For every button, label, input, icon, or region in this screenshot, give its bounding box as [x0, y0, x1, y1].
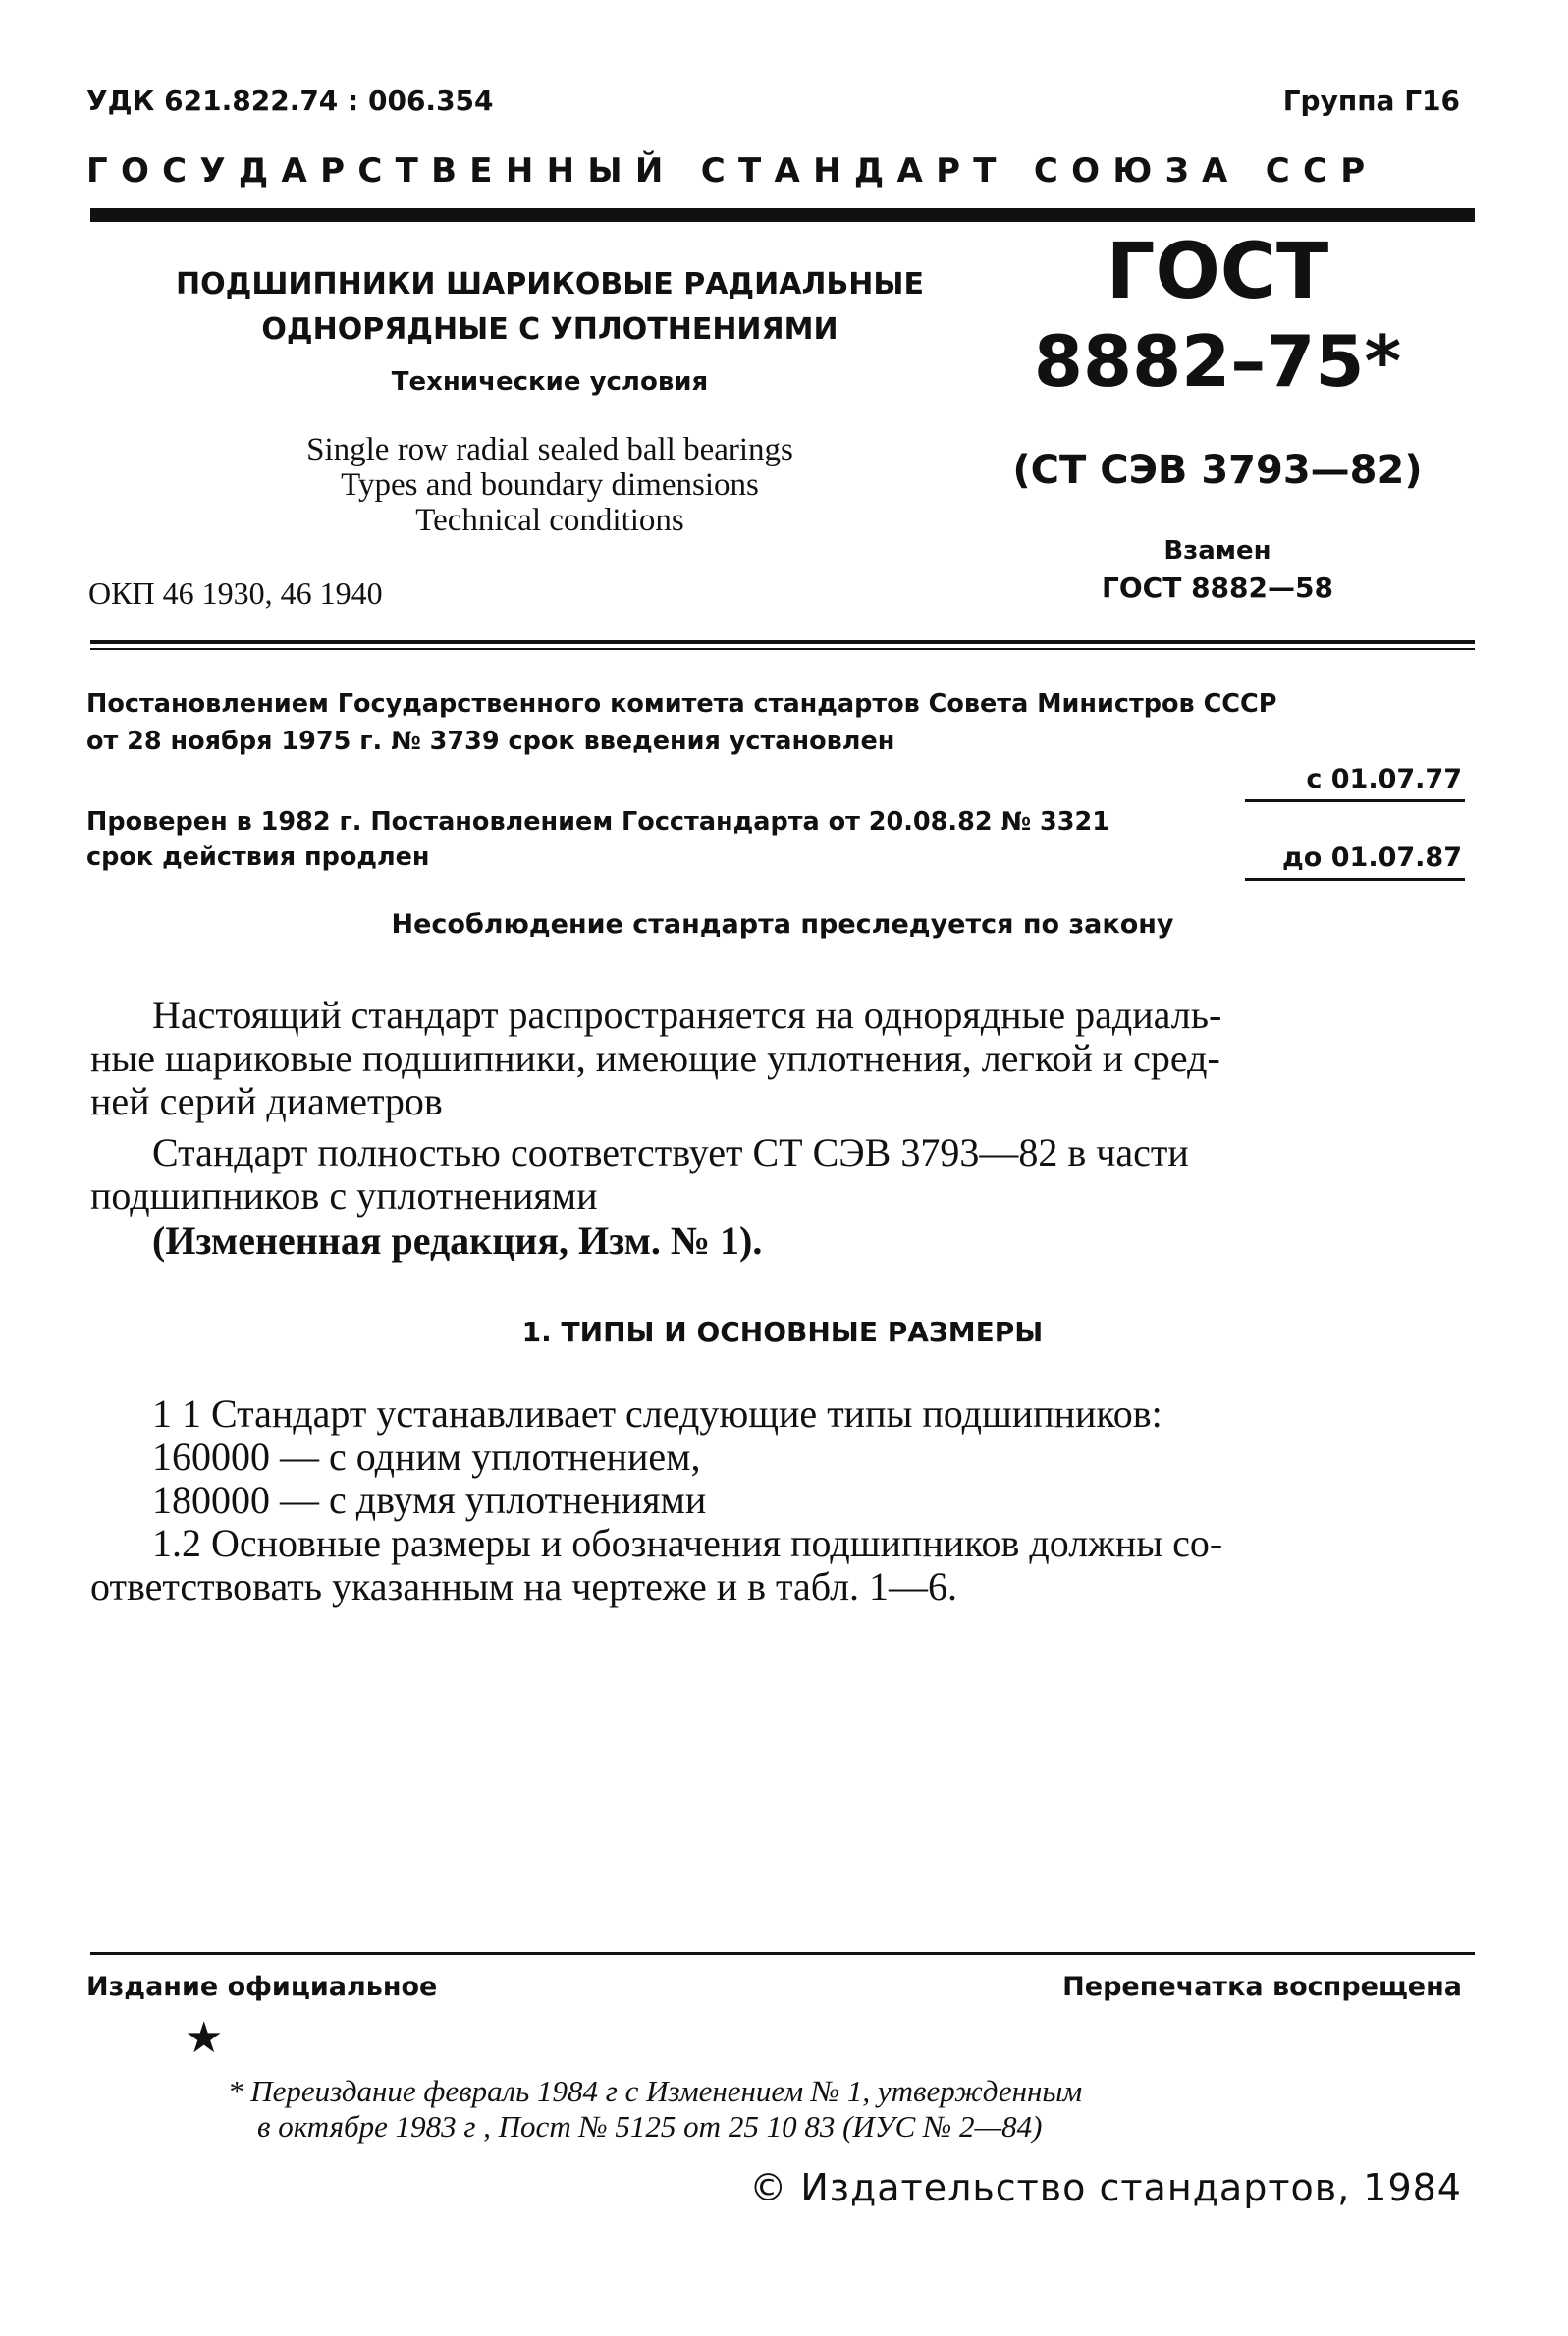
- title-line-1: ПОДШИПНИКИ ШАРИКОВЫЕ РАДИАЛЬНЫЕ: [176, 267, 924, 301]
- english-title-line-1: Single row radial sealed ball bearings: [306, 432, 793, 467]
- standard-banner: ГОСУДАРСТВЕННЫЙ СТАНДАРТ СОЮЗА ССР: [86, 151, 1379, 190]
- decree-line-1: Постановлением Государственного комитета стандартов Совета Министров СССР: [86, 689, 1277, 719]
- section-rule-2: [90, 648, 1475, 650]
- clause-1-2-line-1: 1.2 Основные размеры и обозначения подшипников должны со-: [152, 1521, 1223, 1565]
- section-title: 1. ТИПЫ И ОСНОВНЫЕ РАЗМЕРЫ: [521, 1316, 1044, 1348]
- amendment-note: (Измененная редакция, Изм. № 1).: [152, 1219, 763, 1263]
- intro-para-1-line-1: Настоящий стандарт распространяется на однорядные радиаль-: [152, 993, 1222, 1037]
- validity-date-rule: [1245, 878, 1465, 881]
- st-sev-reference: (СТ СЭВ 3793—82): [1012, 448, 1423, 493]
- section-rule-1: [90, 640, 1475, 644]
- validity-date: до 01.07.87: [1282, 842, 1462, 873]
- udk-code: УДК 621.822.74 : 006.354: [86, 84, 494, 117]
- clause-1-2-line-2: ответствовать указанным на чертеже и в табл. 1—6.: [90, 1564, 958, 1608]
- gost-number: 8882–75*: [1033, 320, 1402, 403]
- copyright: © Издательство стандартов, 1984: [749, 2166, 1462, 2209]
- reissue-note-line-2: в октябре 1983 г , Пост № 5125 от 25 10 83 (ИУС № 2—84): [257, 2109, 1043, 2144]
- banner-rule-thick: [90, 208, 1475, 222]
- title-line-2: ОДНОРЯДНЫЕ С УПЛОТНЕНИЯМИ: [261, 312, 838, 347]
- intro-para-1-line-3: ней серий диаметров: [90, 1079, 443, 1123]
- reissue-note-line-1: * Переиздание февраль 1984 г с Изменением № 1, утвержденным: [228, 2074, 1083, 2108]
- checked-line-1: Проверен в 1982 г. Постановлением Госстандарта от 20.08.82 № 3321: [86, 807, 1109, 837]
- decree-line-2: от 28 ноября 1975 г. № 3739 срок введения установлен: [86, 727, 895, 756]
- replaces-value: ГОСТ 8882—58: [1102, 571, 1333, 604]
- footer-rule: [90, 1952, 1475, 1955]
- star-icon: ★: [185, 2013, 224, 2063]
- group-code: Группа Г16: [1282, 84, 1460, 117]
- effective-date-rule: [1245, 799, 1465, 802]
- clause-1-1-type-b: 180000 — с двумя уплотнениями: [152, 1478, 707, 1522]
- english-title-line-2: Types and boundary dimensions: [341, 467, 759, 503]
- okp-code: ОКП 46 1930, 46 1940: [88, 575, 383, 611]
- intro-para-2-line-2: подшипников с уплотнениями: [90, 1173, 598, 1218]
- reprint-prohibited: Перепечатка воспрещена: [1062, 1972, 1462, 2002]
- penalty-notice: Несоблюдение стандарта преследуется по закону: [391, 909, 1174, 940]
- subtitle: Технические условия: [391, 367, 709, 397]
- intro-para-1-line-2: ные шариковые подшипники, имеющие уплотнения, легкой и сред-: [90, 1036, 1220, 1080]
- replaces-label: Взамен: [1163, 536, 1271, 566]
- clause-1-1: 1 1 Стандарт устанавливает следующие типы подшипников:: [152, 1391, 1162, 1436]
- clause-1-1-type-a: 160000 — с одним уплотнением,: [152, 1435, 701, 1479]
- intro-para-2-line-1: Стандарт полностью соответствует СТ СЭВ 3793—82 в части: [152, 1130, 1189, 1174]
- english-title-line-3: Technical conditions: [415, 503, 684, 538]
- checked-line-2: срок действия продлен: [86, 842, 430, 872]
- gost-label: ГОСТ: [1106, 228, 1329, 316]
- official-edition: Издание официальное: [86, 1972, 438, 2002]
- effective-date: с 01.07.77: [1306, 764, 1462, 794]
